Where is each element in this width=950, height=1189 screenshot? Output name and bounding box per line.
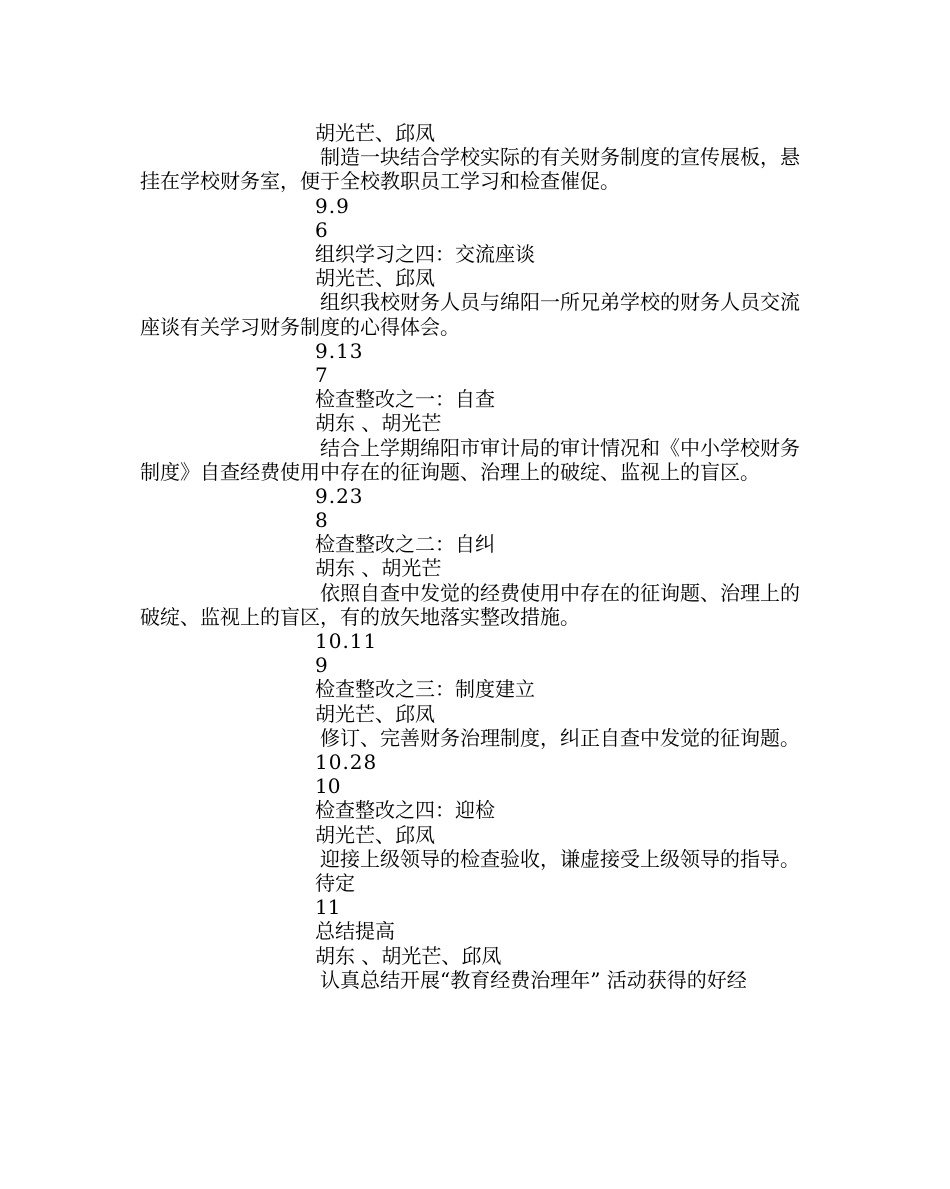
- entry-number: 7: [315, 362, 328, 387]
- entry-people: 胡东 、胡光芒: [315, 411, 442, 436]
- entry-number: 9: [315, 653, 328, 678]
- entry-activity: 检查整改之一：自查: [315, 387, 495, 412]
- entry-people: 胡东 、胡光芒、邱凤: [315, 943, 502, 968]
- entry-date: 9.13: [315, 338, 364, 363]
- entry-description: 结合上学期绵阳市审计局的审计情况和《中小学校财务制度》自查经费使用中存在的征询题、治理上的破绽、监视上的盲区。: [140, 435, 800, 484]
- entry-number: 8: [315, 508, 328, 533]
- entry-activity: 组织学习之四：交流座谈: [315, 241, 535, 266]
- entry-description: 制造一块结合学校实际的有关财务制度的宣传展板，悬挂在学校财务室，便于全校教职员工学习和检查催促。: [140, 145, 800, 194]
- entry-description: 组织我校财务人员与绵阳一所兄弟学校的财务人员交流座谈有关学习财务制度的心得体会。: [140, 290, 800, 339]
- entry-people: 胡东 、胡光芒: [315, 556, 442, 581]
- entry-activity: 总结提高: [315, 919, 395, 944]
- entry-people: 胡光芒、邱凤: [315, 266, 435, 291]
- entry-description: 依照自查中发觉的经费使用中存在的征询题、治理上的破绽、监视上的盲区，有的放矢地落实整改措施。: [140, 580, 800, 629]
- entry-number: 10: [315, 774, 341, 799]
- entry-people: 胡光芒、邱凤: [315, 121, 435, 145]
- entry-activity: 检查整改之二：自纠: [315, 532, 495, 557]
- entry-activity: 检查整改之三：制度建立: [315, 677, 535, 702]
- entry-people: 胡光芒、邱凤: [315, 701, 435, 726]
- entry-number: 11: [315, 895, 341, 920]
- entry-description: 迎接上级领导的检查验收，谦虚接受上级领导的指导。: [320, 846, 800, 871]
- entry-description: 修订、完善财务治理制度，纠正自查中发觉的征询题。: [320, 725, 800, 750]
- entry-date: 9.9: [315, 193, 350, 218]
- entry-date: 10.11: [315, 629, 378, 654]
- entry-date: 9.23: [315, 483, 364, 508]
- entry-description: 认真总结开展“教育经费治理年” 活动获得的好经: [320, 967, 747, 992]
- entry-activity: 检查整改之四：迎检: [315, 798, 495, 823]
- schedule-content: [0, 121, 950, 992]
- entry-number: 6: [315, 217, 328, 242]
- entry-date: 10.28: [315, 750, 378, 775]
- entry-people: 胡光芒、邱凤: [315, 822, 435, 847]
- entry-date: 待定: [315, 870, 355, 895]
